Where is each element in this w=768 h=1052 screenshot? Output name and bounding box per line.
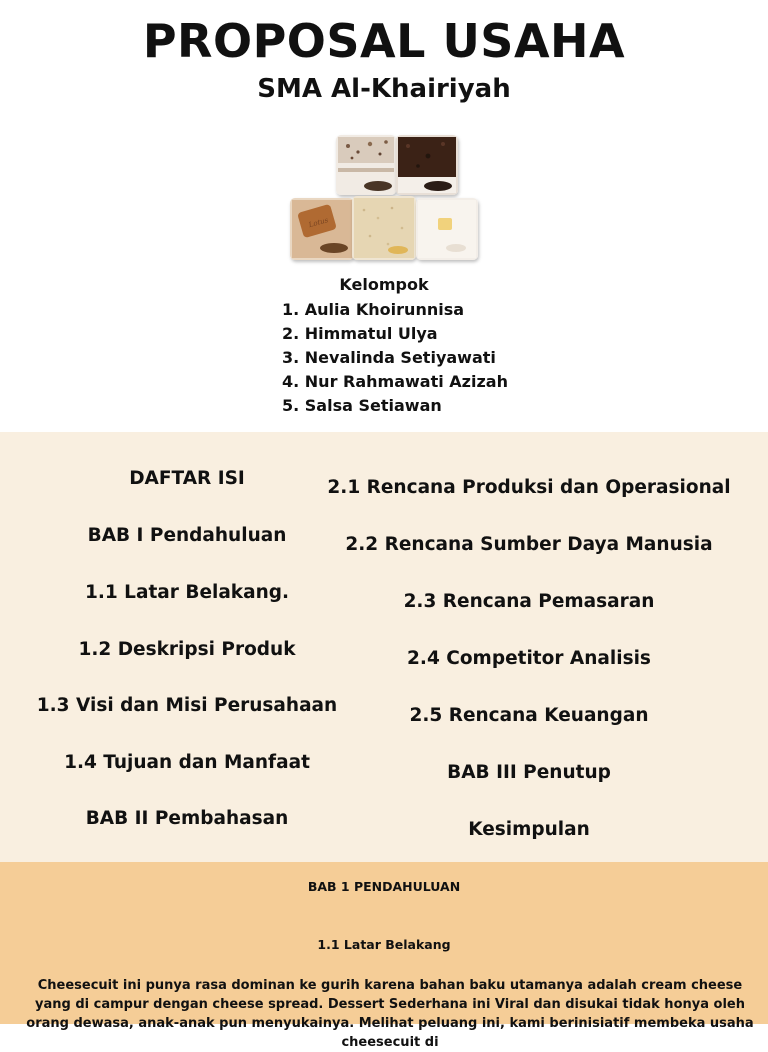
toc-item-1-3: 1.3 Visi dan Misi Perusahaan bbox=[36, 695, 338, 716]
member-item: 3. Nevalinda Setiyawati bbox=[282, 348, 496, 367]
toc-heading: DAFTAR ISI bbox=[129, 468, 245, 489]
toc-item-kesimpulan: Kesimpulan bbox=[468, 819, 590, 840]
document-title: PROPOSAL USAHA bbox=[142, 14, 626, 68]
plain-box bbox=[416, 198, 478, 260]
chapter-section bbox=[0, 862, 768, 1050]
body-paragraph: Cheesecuit ini punya rasa dominan ke gurih karena bahan baku utamanya adalah cream cheese yang di campur dengan cheese spread. Dessert Sederhana ini Viral dan disukai tidak honya oleh orang dewasa, anak-anak pun menyukainya. Melihat peluang ini, kami berinisiatif membeka usaha cheesecuit di bbox=[26, 978, 754, 1050]
toc-item-2-3: 2.3 Rencana Pemasaran bbox=[403, 591, 655, 612]
member-list bbox=[282, 298, 508, 418]
cheese-box bbox=[352, 196, 416, 260]
group-label: Kelompok bbox=[339, 275, 429, 294]
member-item: 1. Aulia Khoirunnisa bbox=[282, 300, 465, 319]
school-name: SMA Al-Khairiyah bbox=[257, 74, 511, 104]
toc-item-1-1: 1.1 Latar Belakang. bbox=[84, 582, 290, 603]
toc-item-2-1: 2.1 Rencana Produksi dan Operasional bbox=[327, 477, 731, 498]
toc-item-2-4: 2.4 Competitor Analisis bbox=[407, 648, 651, 669]
chapter-heading: BAB 1 PENDAHULUAN bbox=[307, 879, 461, 894]
toc-item-2-5: 2.5 Rencana Keuangan bbox=[409, 705, 649, 726]
toc-item-2-2: 2.2 Rencana Sumber Daya Manusia bbox=[345, 534, 713, 555]
toc-item-bab-1: BAB I Pendahuluan bbox=[87, 525, 287, 546]
table-of-contents bbox=[0, 432, 768, 862]
product-image bbox=[288, 132, 480, 264]
member-item: 5. Salsa Setiawan bbox=[282, 396, 442, 415]
toc-item-bab-2: BAB II Pembahasan bbox=[85, 808, 289, 829]
toc-item-1-4: 1.4 Tujuan dan Manfaat bbox=[64, 752, 310, 773]
toc-item-1-2: 1.2 Deskripsi Produk bbox=[78, 639, 296, 660]
cover-section bbox=[0, 0, 768, 432]
toc-item-bab-3: BAB III Penutup bbox=[447, 762, 611, 783]
biscoff-box bbox=[290, 198, 354, 260]
section-heading: 1.1 Latar Belakang bbox=[317, 937, 451, 952]
member-item: 4. Nur Rahmawati Azizah bbox=[282, 372, 508, 391]
oreo-box bbox=[396, 135, 458, 195]
tiramisu-box bbox=[336, 135, 396, 195]
member-item: 2. Himmatul Ulya bbox=[282, 324, 438, 343]
svg-text:Lotus: Lotus bbox=[307, 216, 330, 230]
